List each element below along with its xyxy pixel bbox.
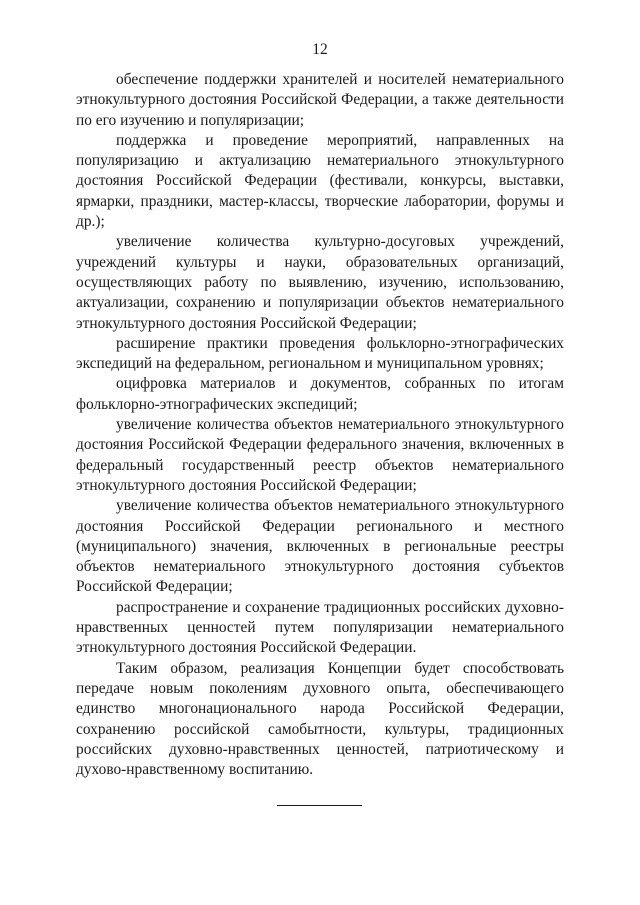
page-number: 12 (312, 41, 328, 58)
paragraph-expeditions: расширение практики проведения фольклорно-этнографических экспедиций на федеральном, региональном и муниципальном уровнях; (76, 334, 564, 373)
paragraph-conclusion: Таким образом, реализация Концепции будет способствовать передаче новым поколениям духовного опыта, обеспечивающего единство многонационального народа Российской Федерации, сохранению российской самобытности, культуры, традиционных российских духовно-нравственных ценностей, патриотическому и духово-нравственному воспитанию. (76, 659, 564, 779)
paragraph-values-dissemination: распространение и сохранение традиционных российских духовно-нравственных ценностей путем популяризации нематериального этнокультурного достояния Российской Федерации. (76, 598, 564, 657)
paragraph-digitization: оцифровка материалов и документов, собранных по итогам фольклорно-этнографических экспедиций; (76, 375, 564, 413)
paragraph-support-keepers: обеспечение поддержки хранителей и носителей нематериального этнокультурного достояния Российской Федерации, а также деятельности по его изучению и популяризации; (76, 71, 564, 129)
paragraph-support-events: поддержка и проведение мероприятий, направленных на популяризацию и актуализацию нематериального этнокультурного достояния Российской Федерации (фестивали, конкурсы, выставки, ярмарки, праздники, мастер-классы, творческие лаборатории, форумы и др.); (76, 131, 564, 231)
document-body (76, 70, 564, 780)
end-of-document-rule (277, 805, 362, 806)
paragraph-regional-registry: увеличение количества объектов нематериального этнокультурного достояния Российской Федерации регионального и местного (муниципального) значения, включенных в региональные реестры объектов нематериального этнокультурного достояния субъектов Российской Федерации; (76, 497, 564, 596)
paragraph-federal-registry: увеличение количества объектов нематериального этнокультурного достояния Российской Федерации федерального значения, включенных в федеральный государственный реестр объектов нематериального этнокультурного достояния Российской Федерации; (76, 416, 564, 494)
paragraph-increase-institutions: увеличение количества культурно-досуговых учреждений, учреждений культуры и науки, образовательных организаций, осуществляющих работу по выявлению, изучению, использованию, актуализации, сохранению и популяризации объектов нематериального этнокультурного достояния Российской Федерации; (76, 233, 564, 332)
